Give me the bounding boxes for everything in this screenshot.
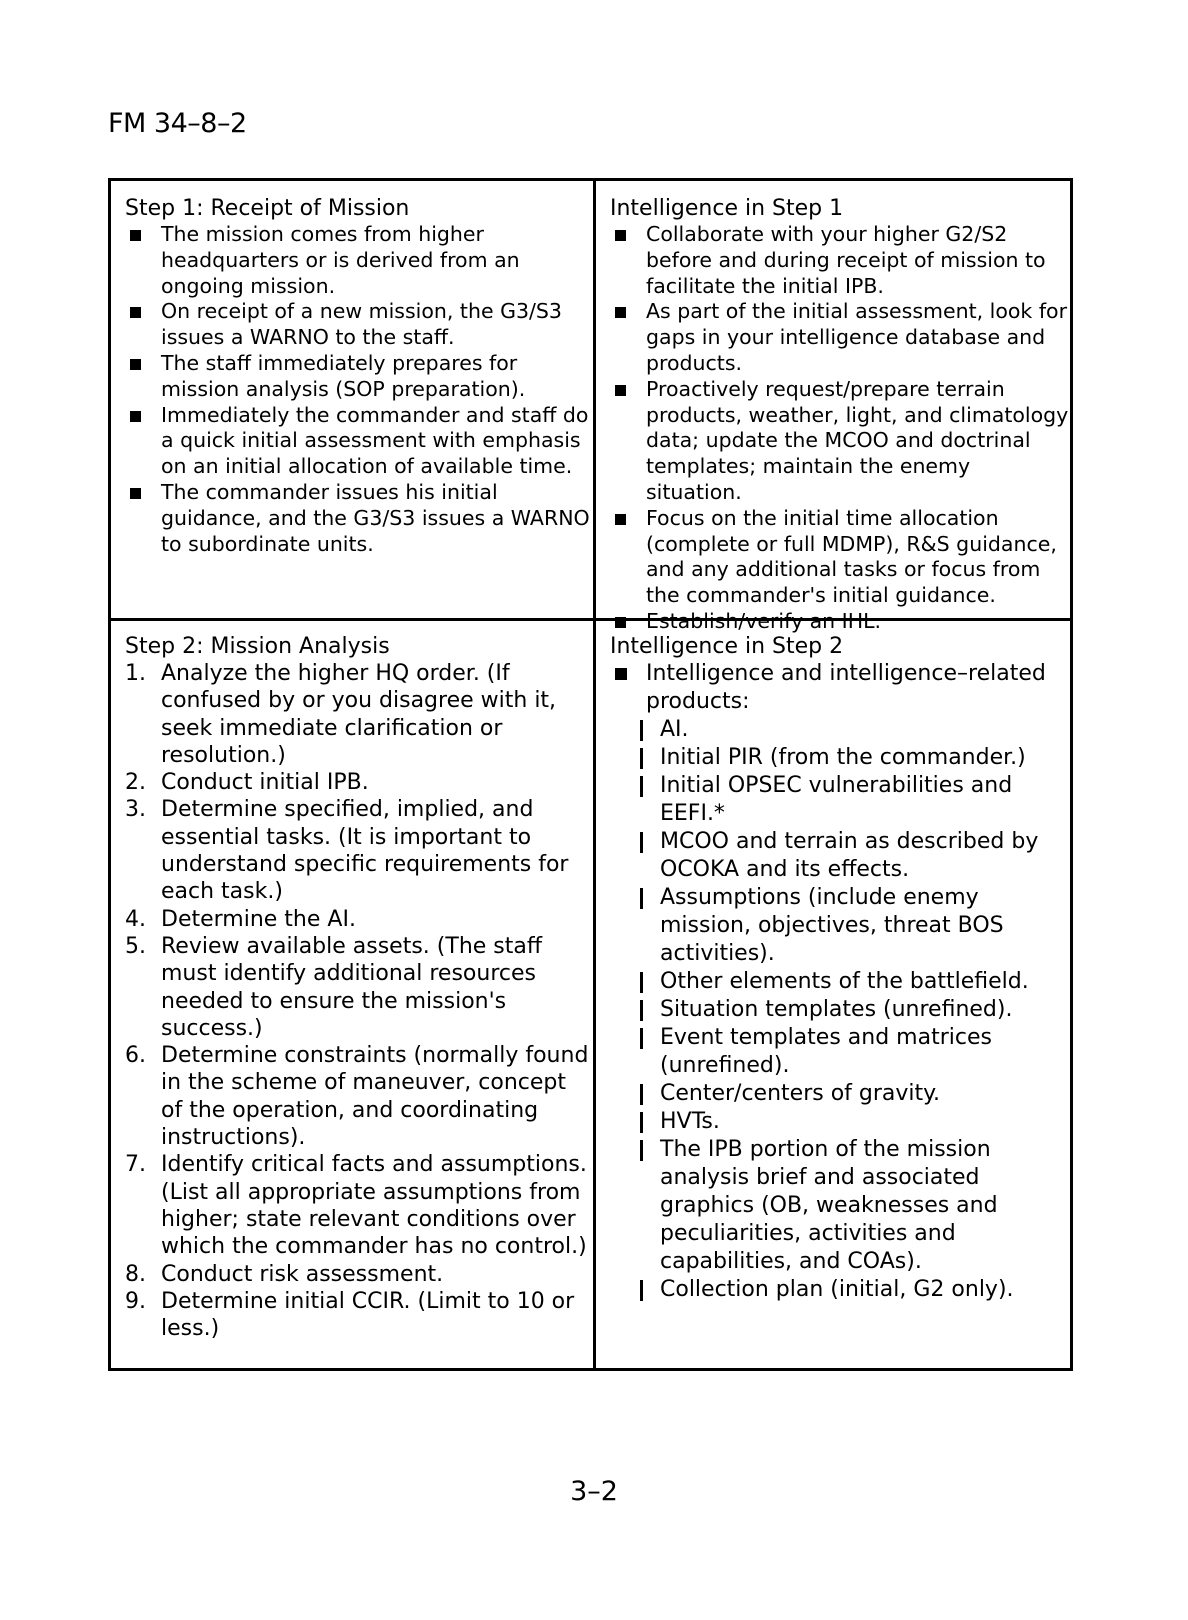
mdmp-table <box>108 178 1073 1371</box>
sub-list-item: Center/centers of gravity. <box>634 1080 1070 1108</box>
sub-list-item: Initial PIR (from the commander.) <box>634 744 1070 772</box>
list-item: 5. Review available assets. (The staff must identify additional resources needed to ensure the mission's success.) <box>125 933 543 1041</box>
bar-bullet-icon <box>640 776 643 797</box>
bar-bullet-icon <box>640 720 643 741</box>
square-bullet-icon <box>130 307 141 318</box>
bar-bullet-icon <box>640 972 643 993</box>
list-item: On receipt of a new mission, the G3/S3 issues a WARNO to the staff. <box>125 299 593 351</box>
square-bullet-icon <box>130 359 141 370</box>
list-item: As part of the initial assessment, look for gaps in your intelligence database and products. <box>610 299 1070 376</box>
square-bullet-icon <box>615 514 626 525</box>
list-item: 2. Conduct initial IPB. <box>125 770 369 796</box>
sub-list-item: Situation templates (unrefined). <box>634 996 1070 1024</box>
document-id: FM 34–8–2 <box>108 108 247 139</box>
bar-bullet-icon <box>640 832 643 853</box>
list-item: 7. Identify critical facts and assumptions. (List all appropriate assumptions from higher; state relevant conditions over which the commander has no control.) <box>125 1152 587 1260</box>
list-item: The commander issues his initial guidance, and the G3/S3 issues a WARNO to subordinate units. <box>125 480 593 557</box>
intel2-title: Intelligence in Step 2 <box>610 634 844 659</box>
step1-cell <box>111 195 593 557</box>
list-item: 4. Determine the AI. <box>125 906 356 932</box>
intel1-list <box>610 222 1070 635</box>
sub-list-item: Other elements of the battlefield. <box>634 968 1070 996</box>
step1-title: Step 1: Receipt of Mission <box>125 196 410 221</box>
list-item: Proactively request/prepare terrain products, weather, light, and climatology data; update the MCOO and doctrinal templates; maintain the enemy situation. <box>610 377 1070 506</box>
square-bullet-icon <box>615 617 626 628</box>
sub-list-item: Assumptions (include enemy mission, objectives, threat BOS activities). <box>634 884 1070 968</box>
bar-bullet-icon <box>640 1140 643 1161</box>
intel1-cell <box>596 195 1070 635</box>
square-bullet-icon <box>130 230 141 241</box>
square-bullet-icon <box>130 411 141 422</box>
bar-bullet-icon <box>640 1000 643 1021</box>
bar-bullet-icon <box>640 1112 643 1133</box>
square-bullet-icon <box>615 668 627 680</box>
bar-bullet-icon <box>640 1280 643 1301</box>
list-item: Establish/verify an IHL. <box>610 609 1070 635</box>
list-item: The staff immediately prepares for mission analysis (SOP preparation). <box>125 351 593 403</box>
square-bullet-icon <box>130 488 141 499</box>
list-item: 3. Determine specified, implied, and essential tasks. (It is important to understand specific requirements for each task.) <box>125 797 569 905</box>
list-item: 1. Analyze the higher HQ order. (If confused by or you disagree with it, seek immediate clarification or resolution.) <box>125 661 557 768</box>
sub-list-item: HVTs. <box>634 1108 1070 1136</box>
sub-list-item: Collection plan (initial, G2 only). <box>634 1276 1070 1304</box>
page-number: 3–2 <box>570 1476 618 1507</box>
sub-list-item: MCOO and terrain as described by OCOKA and its effects. <box>634 828 1070 884</box>
list-item: Focus on the initial time allocation (complete or full MDMP), R&S guidance, and any additional tasks or focus from the commander's initial guidance. <box>610 506 1070 609</box>
bar-bullet-icon <box>640 1084 643 1105</box>
bar-bullet-icon <box>640 888 643 909</box>
list-item: 6. Determine constraints (normally found in the scheme of maneuver, concept of the operation, and coordinating instructions). <box>125 1043 589 1151</box>
step1-list <box>125 222 593 557</box>
step2-cell <box>111 633 593 1342</box>
list-item: The mission comes from higher headquarters or is derived from an ongoing mission. <box>125 222 593 299</box>
list-item: 9. Determine initial CCIR. (Limit to 10 or less.) <box>125 1288 575 1342</box>
sub-list-item: Event templates and matrices (unrefined). <box>634 1024 1070 1080</box>
intel2-cell <box>596 633 1070 1304</box>
list-item: 8. Conduct risk assessment. <box>125 1261 444 1287</box>
list-item <box>610 660 1070 1304</box>
list-item: Collaborate with your higher G2/S2 before and during receipt of mission to facilitate the initial IPB. <box>610 222 1070 299</box>
step2-title: Step 2: Mission Analysis <box>125 634 390 659</box>
sub-list-item: Initial OPSEC vulnerabilities and EEFI.* <box>634 772 1070 828</box>
step2-list <box>125 660 593 1342</box>
intel2-sublist <box>634 716 1070 1304</box>
list-item: Immediately the commander and staff do a quick initial assessment with emphasis on an initial allocation of available time. <box>125 403 593 480</box>
square-bullet-icon <box>615 230 626 241</box>
square-bullet-icon <box>615 307 626 318</box>
bar-bullet-icon <box>640 748 643 769</box>
sub-list-item: The IPB portion of the mission analysis brief and associated graphics (OB, weaknesses and peculiarities, activities and capabilities, and COAs). <box>634 1136 1070 1276</box>
sub-list-item: AI. <box>634 716 1070 744</box>
bar-bullet-icon <box>640 1028 643 1049</box>
square-bullet-icon <box>615 385 626 396</box>
intel2-lead: Intelligence and intelligence–related products: <box>646 661 1046 714</box>
intel2-list <box>610 660 1070 1304</box>
intel1-title: Intelligence in Step 1 <box>610 196 844 221</box>
